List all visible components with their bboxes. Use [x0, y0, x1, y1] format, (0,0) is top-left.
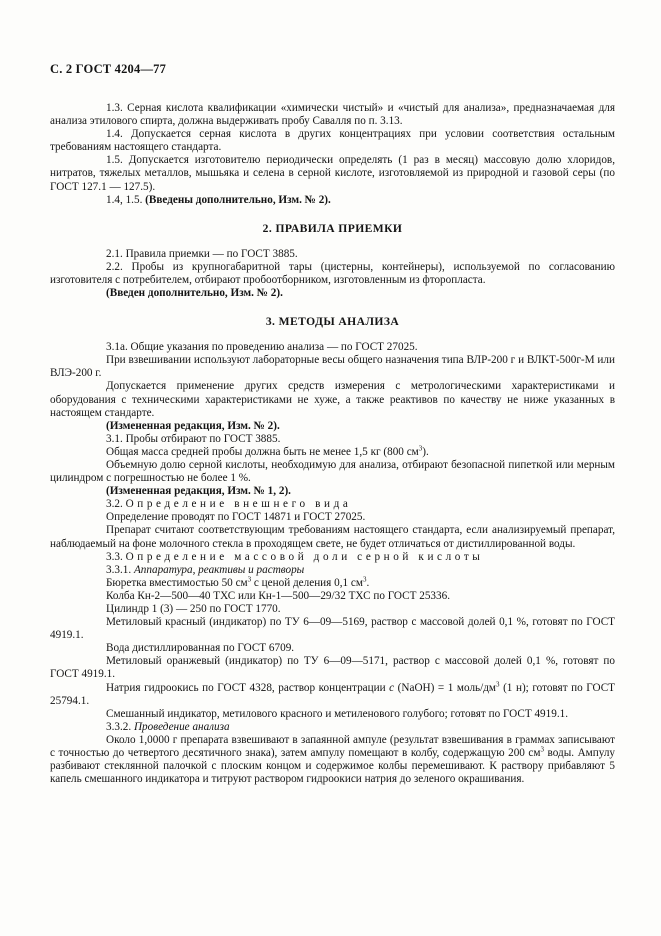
paragraph-1-5: 1.5. Допускается изготовителю периодически определять (1 раз в месяц) массовую долю хлоридов, нитратов, тяжелых металлов, мышьяка и селена в серной кислоте, изготовляемой из природной и газовой серы (по ГОСТ 127.1 — 127.5). [50, 154, 615, 193]
paragraph-naoh: Натрия гидроокись по ГОСТ 4328, раствор концентрации с (NaOH) = 1 моль/$дм^3$ (1 н); готовят по ГОСТ 25794.1. [50, 679, 615, 707]
paragraph-flask: Колба Кн-2—500—40 ТХС или Кн-1—500—29/32 ТХС по ГОСТ 25336. [106, 589, 450, 602]
section-2-title: 2. ПРАВИЛА ПРИЕМКИ [262, 221, 403, 235]
paragraph-methyl-red: Метиловый красный (индикатор) по ТУ 6—09—5169, раствор с массовой долей 0,1 %, готовят по ГОСТ 4919.1. [50, 616, 615, 642]
note-prefix: 1.4, 1.5. [106, 193, 143, 206]
paragraph-water: Вода дистиллированная по ГОСТ 6709. [106, 642, 295, 655]
paragraph-3-1a: 3.1а. Общие указания по проведению анализа — по ГОСТ 27025. [106, 341, 418, 354]
paragraph-3-1: 3.1. Пробы отбирают по ГОСТ 3885. [106, 432, 281, 445]
subsection-title: Определение массовой доли серной кислоты [125, 550, 484, 563]
paragraph-methyl-orange: Метиловый оранжевый (индикатор) по ТУ 6—09—5171, раствор с массовой долей 0,1 %, готовят по ГОСТ 4919.1. [50, 655, 615, 681]
subsection-title: Проведение анализа [133, 720, 230, 733]
paragraph-3-2-heading: 3.2. Определение внешнего вида [106, 498, 352, 511]
paragraph-burette: Бюретка вместимостью 50 $см^3$ с ценой деления 0,1 $см^3$. [106, 575, 370, 589]
paragraph-2-1: 2.1. Правила приемки — по ГОСТ 3885. [106, 247, 298, 260]
amendment-note: (Введены дополнительно, Изм. № 2). [145, 193, 331, 206]
amendment-note-b: (Измененная редакция, Изм. № 1, 2). [106, 485, 291, 498]
paragraph-1-3: 1.3. Серная кислота квалификации «химически чистый» и «чистый для анализа», предназначаемая для анализа этилового спирта, должна выдерживать пробу Савалля по п. 3.13. [50, 102, 615, 128]
paragraph-3-2-prep: Препарат считают соответствующим требованиям настоящего стандарта, если анализируемый препарат, наблюдаемый на фоне молочного стекла в проходящем свете, не будет отличаться от дистиллированной воды. [50, 524, 615, 550]
paragraph-3-3-2-heading: 3.3.2. Проведение анализа [106, 720, 230, 733]
paragraph-sample-mass: Общая масса средней пробы должна быть не менее 1,5 кг (800 $см^3$). [106, 444, 429, 458]
paragraph-volume: Объемную долю серной кислоты, необходимую для анализа, отбирают безопасной пипеткой или мерным цилиндром с погрешностью не более 1 %. [50, 458, 615, 485]
section-3-title: 3. МЕТОДЫ АНАЛИЗА [265, 315, 400, 329]
page-header: С. 2 ГОСТ 4204—77 [50, 62, 167, 76]
paragraph-1-4: 1.4. Допускается серная кислота в других концентрациях при условии соответствия остальным требованиям настоящего стандарта. [50, 128, 615, 154]
subsection-title: Определение внешнего вида [125, 498, 352, 511]
paragraph-allowance: Допускается применение других средств измерения с метрологическими характеристиками и оборудования с техническими характеристиками не хуже, а также реактивов по качеству не ниже указанных в настоящем стандарте. [50, 380, 615, 419]
paragraph-2-2: 2.2. Пробы из крупногабаритной тары (цистерны, контейнеры), используемой по согласованию изготовителя с потребителем, отбирают пробоотборником, изготовленным из фторопласта. [50, 260, 615, 286]
paragraph-cylinder: Цилиндр 1 (3) — 250 по ГОСТ 1770. [106, 603, 281, 615]
paragraph-3-3-1-heading: 3.3.1. Аппаратура, реактивы и растворы [106, 563, 305, 576]
paragraph-1-4-1-5-note [50, 194, 615, 207]
paragraph-procedure: Около 1,0000 г препарата взвешивают в запаянной ампуле (результат взвешивания в граммах записывают с точностью до четвертого десятичного знака), затем ампулу помещают в колбу, содержащую 200 $см^3$ воды. Ампулу разбивают стеклянной палочкой с плоским концом и содержимое колбы перемешивают. К раствору прибавляют 5 капель смешанного индикатора и титруют раствором гидроокиси натрия до зеленого окрашивания. [50, 733, 615, 786]
subsection-title: Аппаратура, реактивы и растворы [133, 563, 305, 576]
amendment-note-a: (Измененная редакция, Изм. № 2). [106, 419, 280, 432]
amendment-note-2: (Введен дополнительно, Изм. № 2). [106, 287, 283, 300]
paragraph-weighing: При взвешивании используют лабораторные весы общего назначения типа ВЛР-200 г и ВЛКТ-500г-М или ВЛЭ-200 г. [50, 354, 615, 380]
paragraph-3-3-heading: 3.3. Определение массовой доли серной кислоты [106, 550, 484, 563]
paragraph-3-2-text: Определение проводят по ГОСТ 14871 и ГОСТ 27025. [106, 511, 366, 524]
paragraph-mixed-indicator: Смешанный индикатор, метилового красного и метиленового голубого; готовят по ГОСТ 4919.1. [106, 707, 569, 720]
